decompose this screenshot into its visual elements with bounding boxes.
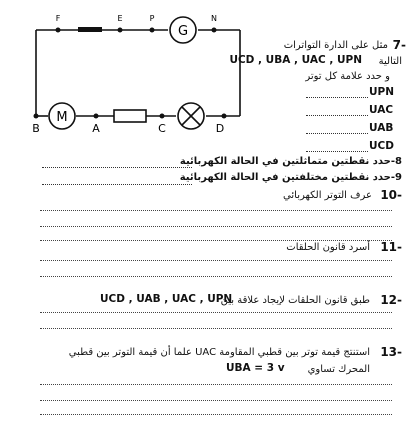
q9-text	[180, 172, 402, 183]
circuit-diagram	[28, 8, 254, 138]
q9-question: حدد نقطتين مختلفتين في الحالة الكهربائية	[179, 172, 391, 183]
q13-answer-line[interactable]	[40, 384, 392, 385]
q10-number: 10-	[380, 188, 402, 202]
point-N: N	[211, 14, 217, 23]
q8-number: 8-	[390, 156, 402, 167]
q7-text-line3: و حدد علامة كل توتر	[305, 71, 390, 82]
q7-answer-label: UAB	[369, 122, 394, 134]
q11-number: 11-	[380, 240, 402, 254]
q13-answer-line[interactable]	[40, 414, 392, 415]
q13-value: UBA = 3 v	[226, 362, 285, 374]
generator-label: G	[177, 24, 189, 39]
q7-number: 7-	[392, 38, 406, 52]
q12-number: 12-	[380, 293, 402, 307]
q12-symbols: UCD , UAB , UAC , UPN	[100, 293, 233, 305]
motor-label: M	[56, 110, 68, 125]
q12-answer-line[interactable]	[40, 328, 392, 329]
q13-question-line1: استنتج قيمة توتر بين قطبي المقاومة UAC علما أن قيمة التوتر بين قطبي	[68, 347, 370, 358]
q10-answer-line[interactable]	[40, 240, 392, 241]
q7-symbols: UCD , UBA , UAC , UPN	[229, 54, 362, 66]
q7-answer-label: UAC	[369, 104, 394, 116]
q11-question: أسرد قانون الحلقات	[286, 242, 370, 253]
q7-answer-line[interactable]	[306, 133, 368, 134]
q10-question: عرف التوتر الكهربائي	[283, 190, 372, 201]
point-B: B	[32, 122, 40, 135]
q7-answer-line[interactable]	[306, 115, 368, 116]
q8-text	[180, 156, 402, 167]
resistor-symbol	[114, 110, 146, 122]
switch	[78, 27, 102, 32]
q12-question: طبق قانون الحلقات لإيجاد علاقة بين	[220, 295, 370, 306]
point-D: D	[215, 122, 225, 135]
q7-text-line2-prefix: التالية	[378, 56, 402, 67]
point-E: E	[117, 14, 123, 23]
q11-answer-line[interactable]	[40, 260, 392, 261]
q8-answer-line[interactable]	[42, 167, 192, 168]
point-P: P	[149, 14, 155, 23]
q7-answer-line[interactable]	[306, 97, 368, 98]
q10-answer-line[interactable]	[40, 226, 392, 227]
q9-number: 9-	[390, 172, 402, 183]
point-C: C	[158, 122, 166, 135]
q7-answer-line[interactable]	[306, 151, 368, 152]
q8-question: حدد نقطتين متماثلتين في الحالة الكهربائية	[179, 156, 391, 167]
q13-number: 13-	[380, 345, 402, 359]
point-F: F	[55, 14, 61, 23]
q13-answer-line[interactable]	[40, 400, 392, 401]
q10-answer-line[interactable]	[40, 210, 392, 211]
point-A: A	[92, 122, 100, 135]
q7-answer-label: UPN	[369, 86, 395, 98]
q11-answer-line[interactable]	[40, 276, 392, 277]
q12-answer-line[interactable]	[40, 312, 392, 313]
q7-text-line1: مثل على الدارة التواترات	[283, 40, 388, 51]
q9-answer-line[interactable]	[42, 184, 192, 185]
q7-answer-label: UCD	[369, 140, 394, 152]
q13-question-line2: المحرك تساوي	[307, 364, 370, 375]
